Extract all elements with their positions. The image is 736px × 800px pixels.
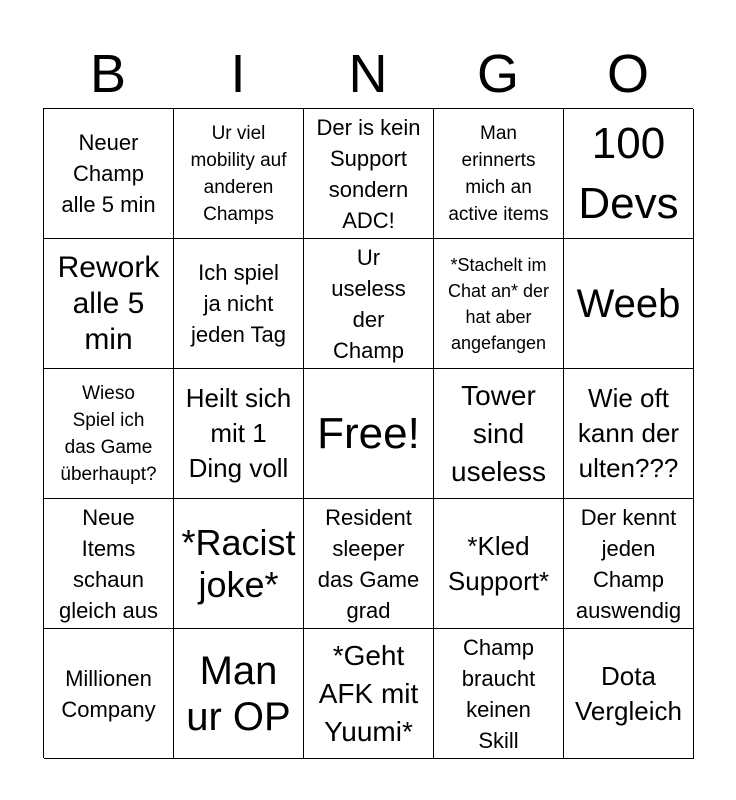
bingo-cell-1-2[interactable]: Ur viel mobility auf anderen Champs	[174, 109, 304, 239]
bingo-cell-2-3[interactable]: Ur useless der Champ	[304, 239, 434, 369]
bingo-cell-3-5[interactable]: Wie oft kann der ulten???	[564, 369, 694, 499]
bingo-board	[43, 108, 693, 758]
bingo-cell-1-1[interactable]: Neuer Champ alle 5 min	[44, 109, 174, 239]
bingo-cell-3-1[interactable]: Wieso Spiel ich das Game überhaupt?	[44, 369, 174, 499]
header-letter-o: O	[606, 44, 649, 104]
bingo-cell-2-2[interactable]: Ich spiel ja nicht jeden Tag	[174, 239, 304, 369]
bingo-header	[43, 40, 693, 108]
bingo-cell-5-5[interactable]: Dota Vergleich	[564, 629, 694, 759]
bingo-cell-5-3[interactable]: *Geht AFK mit Yuumi*	[304, 629, 434, 759]
bingo-cell-2-5[interactable]: Weeb	[564, 239, 694, 369]
bingo-cell-3-4[interactable]: Tower sind useless	[434, 369, 564, 499]
header-letter-i: I	[230, 44, 246, 104]
bingo-cell-1-5[interactable]: 100 Devs	[564, 109, 694, 239]
bingo-cell-1-3[interactable]: Der is kein Support sondern ADC!	[304, 109, 434, 239]
bingo-cell-2-1[interactable]: Rework alle 5 min	[44, 239, 174, 369]
header-letter-n: N	[348, 44, 388, 104]
bingo-cell-3-2[interactable]: Heilt sich mit 1 Ding voll	[174, 369, 304, 499]
bingo-cell-3-3-free[interactable]: Free!	[304, 369, 434, 499]
bingo-cell-4-5[interactable]: Der kennt jeden Champ auswendig	[564, 499, 694, 629]
header-letter-b: B	[89, 44, 127, 104]
bingo-cell-5-4[interactable]: Champ braucht keinen Skill	[434, 629, 564, 759]
bingo-cell-5-1[interactable]: Millionen Company	[44, 629, 174, 759]
bingo-cell-4-4[interactable]: *Kled Support*	[434, 499, 564, 629]
bingo-cell-4-2[interactable]: *Racist joke*	[174, 499, 304, 629]
header-letter-g: G	[476, 44, 519, 104]
bingo-cell-4-3[interactable]: Resident sleeper das Game grad	[304, 499, 434, 629]
bingo-cell-4-1[interactable]: Neue Items schaun gleich aus	[44, 499, 174, 629]
bingo-cell-5-2[interactable]: Man ur OP	[174, 629, 304, 759]
bingo-cell-1-4[interactable]: Man erinnerts mich an active items	[434, 109, 564, 239]
bingo-cell-2-4[interactable]: *Stachelt im Chat an* der hat aber angefangen	[434, 239, 564, 369]
